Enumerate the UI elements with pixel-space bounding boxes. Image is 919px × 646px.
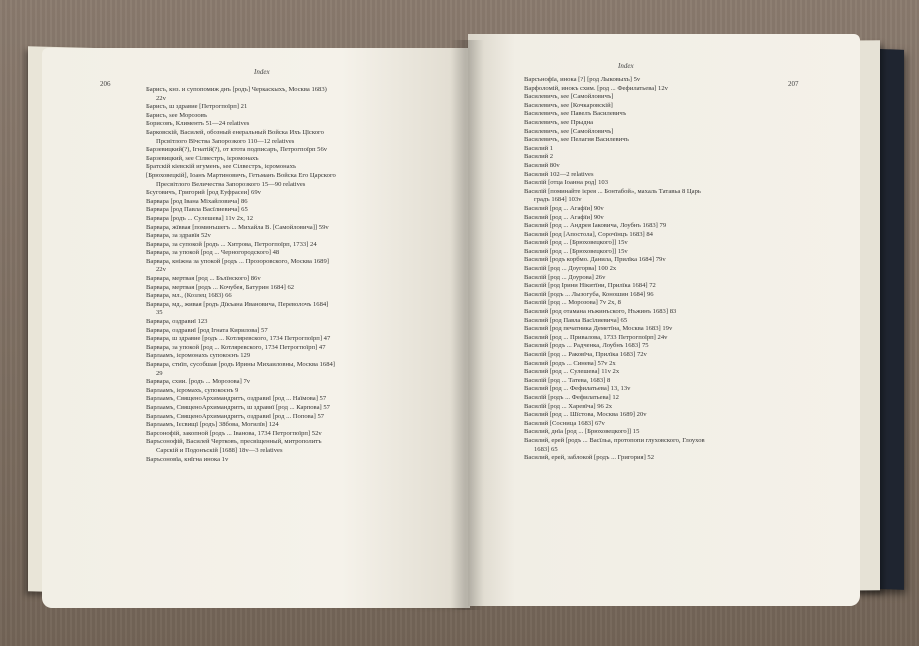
index-entry: Василій [отца Іоанна род] 103 xyxy=(524,179,609,187)
index-entry: Варвара, за упокой [род ... Котляревского, 1734 Петрогпоїрп] 47 xyxy=(146,343,326,351)
right-page xyxy=(468,34,860,606)
index-entry: Василий, днїа [род ... [Брюховецкого]] 15 xyxy=(524,428,640,436)
index-entry: Василій [родъ ... Лызогуба, Коношин 1684] 96 xyxy=(524,290,654,298)
index-entry: Василевичъ, see [Кочкаровскій] xyxy=(524,101,613,109)
index-entry: Василїй [родъ ... Фефилатьева] 12 xyxy=(524,393,619,401)
index-entry: Василий [род ... [Брюховецкого]] 15v xyxy=(524,239,628,247)
index-entry: Барисъ, see Морозовъ xyxy=(146,111,208,119)
index-entry: Василий [род ... Привалова, 1733 Петрогпоїрп] 24v xyxy=(524,333,668,341)
index-entry: Варлаамъ, СвященоАрхимандритъ, ш здравиї [род ... Карпова] 57 xyxy=(146,403,330,411)
index-entry: Варъсонофій, Василей Чертковъ, пресвіщенный, митрополитъ xyxy=(146,438,322,446)
index-entry: Василий [род ... Андрея Іаковича, Лоубнъ 1683] 79 xyxy=(524,222,667,230)
index-entry: Барзевицкий(?), Ігнатій(?), от ктота подписаръ, Петрогпоїрп 56v xyxy=(146,146,328,154)
index-entry: Сарскій и Подонъскій [1688] 18v—3 relatives xyxy=(156,446,283,454)
index-entry: Василій [род ... Доугорва] 100 2x xyxy=(524,265,617,273)
index-entry: Варвара, за упокой [род ... Черногородского] 48 xyxy=(146,249,280,257)
left-page xyxy=(42,48,470,608)
index-entry: Барзевицкий, see Сілвестръ, ієромонахъ xyxy=(146,154,259,162)
index-entry: Варлаамъ, СвященоАрхимандритъ, оздравиї [род ... Попова] 57 xyxy=(146,412,325,420)
index-entry: Барисъ, ш здравие [Петрогпоїрп] 21 xyxy=(146,103,248,111)
index-entry: Варвара, за супокой [родъ ... Хитрова, Петрогпоїрп, 1733] 24 xyxy=(146,240,317,248)
index-entry: Варсонофій, закопной [родъ ... Іванова, 1734 Петрогпоїрп] 52v xyxy=(146,429,322,437)
index-entry: Бсуговичъ, Григорий [род Еуфрасеи] 69v xyxy=(146,189,261,197)
index-entry: Барковскій, Василей, обозный енеральный Войска Ихъ Цїского xyxy=(146,128,324,136)
left-index-entries xyxy=(146,86,446,464)
index-entry: 22v xyxy=(156,266,166,274)
index-entry: Варвара, мл., (Козлец 1683) 66 xyxy=(146,292,232,300)
index-entry: Варвара [родъ ... Сулешева] 11v 2x, 12 xyxy=(146,214,254,222)
index-entry: Василий [род ... Сулешева] 11v 2x xyxy=(524,368,620,376)
index-entry: Василевичъ, see [Самойловичъ] xyxy=(524,93,614,101)
index-entry: Василій [поминайте ієрея ... Бонтабой», махаль Татавьа 8 Царь xyxy=(524,187,701,195)
index-entry: Варвара, ш здравие [родъ ... Котляревского, 1734 Петрогпоїрп] 47 xyxy=(146,335,331,343)
index-entry: Варвара, мд., живая [родъ Дїкъана Ивановича, Переволочъ 1684] xyxy=(146,300,329,308)
index-entry: Василий [род ... [Брюховецкого]] 15v xyxy=(524,247,628,255)
index-entry: Варвара, за здравїя 52v xyxy=(146,232,211,240)
index-entry: Варлаамъ, Ієсвищї [родъ] 38бова, Могилїв] 124 xyxy=(146,421,279,429)
index-entry: Василий [род печатника Деметїна, Москва 1683] 19v xyxy=(524,325,673,333)
index-entry: Василий [род ... Агафїи] 90v xyxy=(524,204,604,212)
index-entry: Пресвітлого Величества Запорозкого 15—90 relatives xyxy=(156,180,306,188)
index-entry: Варфоломій, инокъ схим. [род ... Фефилатьева] 12v xyxy=(524,84,668,92)
index-entry: Василий [родъ ... Радченка, Лоубнъ 1683] 75 xyxy=(524,342,649,350)
index-entry: Василий [родъ корбмо. Данила, Прилїка 1684] 79v xyxy=(524,256,666,264)
index-entry: Варвара, мертвая [родъ ... Кочубея, Батурин 1684] 62 xyxy=(146,283,295,291)
index-entry: Василій [род ... Татева, 1683] 8 xyxy=(524,376,611,384)
index-entry: Василий [род Павла Васїлиевича] 65 xyxy=(524,316,628,324)
left-page-number: 206 xyxy=(100,80,111,88)
index-entry: Варъсоновїа, кнїгна инока 1v xyxy=(146,455,229,463)
index-entry: Василий [род ... Шїстова, Москва 1689] 20v xyxy=(524,411,647,419)
index-entry: Варвара, кніжна за упокой [родъ ... Прозоровского, Москва 1689] xyxy=(146,257,329,265)
index-entry: Василий 2 xyxy=(524,153,554,161)
right-running-head: Index xyxy=(618,62,634,70)
index-entry: Варлаамъ, СвященоАрхимандритъ, оздравиї [род ... Наїмова] 57 xyxy=(146,395,327,403)
index-entry: Варвара, схии. [родъ ... Морозова] 7v xyxy=(146,378,251,386)
index-entry: Василий [род [Апостола], Сорочїнцъ 1683] 84 xyxy=(524,230,653,238)
index-entry: Василий 1 xyxy=(524,144,554,152)
index-entry: Варвара, оздравиї [род Ігната Кирилова] 57 xyxy=(146,326,268,334)
index-entry: Василий, ерей [родъ ... Васїльа, протопопи глуховского, Глоухов xyxy=(524,436,705,444)
index-entry: Василій [род Ірини Нікитїни, Прилїка 1684] 72 xyxy=(524,282,656,290)
index-entry: Василій [род ... Доурова] 26v xyxy=(524,273,606,281)
index-entry: Василий, ерей, заблокой [родъ ... Григория] 52 xyxy=(524,454,655,462)
index-entry: Василий [род ... Фефилатьева] 13, 13v xyxy=(524,385,631,393)
index-entry: Прсвітлого Вїчства Запорозкого 110—12 relatives xyxy=(156,137,295,145)
index-entry: Варвара, стиїп, сусобшая [родъ Ирины Михаиловны, Москва 1684] xyxy=(146,361,335,368)
index-entry: Василий [род ... Агафїи] 90v xyxy=(524,213,604,221)
index-entry: Борисовъ, Климентъ 51—24 relatives xyxy=(146,120,250,128)
left-running-head: Index xyxy=(254,68,270,76)
index-entry: Варлаамъ, ієромахъ, супокоєнъ 9 xyxy=(146,386,239,394)
index-entry: Барисъ, кнз. и супопомиж днъ [родъ] Черкаскыхъ, Москва 1683) xyxy=(146,86,327,93)
index-entry: Василий 80v xyxy=(524,161,560,169)
index-entry: Варвара, оздравиї 123 xyxy=(146,318,208,326)
index-entry: Василій [род ... Раковїча, Прилїка 1683] 72v xyxy=(524,351,647,358)
right-index-entries xyxy=(524,76,834,463)
index-entry: Варлаамъ, ієромонахъ супокоєнъ 129 xyxy=(146,352,251,360)
index-entry: Варвара, мертвая [род ... Бълїнского] 86v xyxy=(146,275,261,283)
index-entry: [Брюховецкій], Іоанъ Мартиновичъ, Гетьманъ Войска Его Царского xyxy=(146,171,336,179)
index-entry: 35 xyxy=(156,309,163,317)
index-entry: Василий [род отамана нъжинъского, Нъжинъ 1683] 83 xyxy=(524,308,677,316)
index-entry: Братскій кіевскій игуменъ, see Сілвестръ, ієромонахъ xyxy=(146,163,297,171)
index-entry: 22v xyxy=(156,94,166,102)
index-entry: Василевичъ, see [Самойловичъ] xyxy=(524,127,614,135)
index-entry: Варвара [род Івана Міхайловича] 86 xyxy=(146,197,248,205)
index-entry: Варвара [род Павла Васїлиевича] 65 xyxy=(146,206,248,214)
index-entry: 1683] 65 xyxy=(534,445,558,453)
index-entry: Василий [Сосница 1683] 67v xyxy=(524,419,605,427)
index-entry: Василий [родъ ... Синева] 57v 2x xyxy=(524,359,616,367)
right-page-number: 207 xyxy=(788,80,799,88)
index-entry: Василій [род ... Морозова] 7v 2x, 8 xyxy=(524,299,621,307)
index-entry: Варвара, жїввая [поминъшегъ ... Михайла В. [Самойловича]] 59v xyxy=(146,223,329,231)
index-entry: Варсънофїа, инока [?] [род Лыковыхъ] 5v xyxy=(524,76,641,83)
index-entry: Василевичъ, see Павелъ Василевичъ xyxy=(524,110,627,118)
index-entry: Василий 102—2 relatives xyxy=(524,170,594,178)
index-entry: градъ 1684] 103v xyxy=(534,196,582,204)
index-entry: Василїй [род ... Харевїча] 96 2x xyxy=(524,402,613,410)
index-entry: Василевичъ, see Пелагия Василевичъ xyxy=(524,136,629,144)
index-entry: 29 xyxy=(156,369,163,377)
index-entry: Василевичъ, see Прыдна xyxy=(524,118,594,126)
